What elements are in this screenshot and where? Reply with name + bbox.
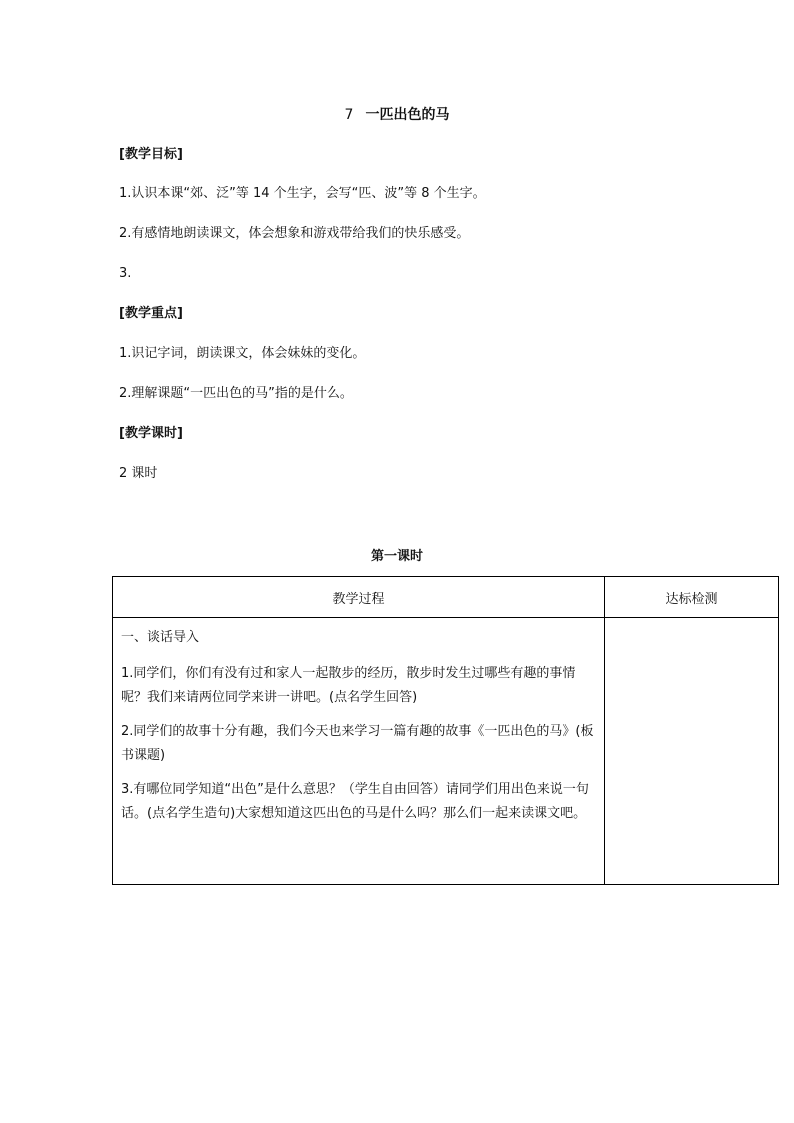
key-points-heading: [教学重点] [119, 306, 183, 321]
periods-heading: [教学课时] [119, 426, 183, 441]
objective-item-2: 2.有感情地朗读课文，体会想象和游戏带给我们的快乐感受。 [119, 226, 470, 241]
table-row [113, 618, 779, 885]
objectives-heading: [教学目标] [119, 147, 183, 162]
process-cell [113, 618, 605, 885]
table-header-row [113, 577, 779, 618]
process-paragraph-3: 3.有哪位同学知道“出色”是什么意思？（学生自由回答）请同学们用出色来说一句话。(点名学生造句)大家想知道这匹出色的马是什么吗？那么们一起来读课文吧。 [121, 782, 589, 821]
key-point-item-2: 2.理解课题“一匹出色的马”指的是什么。 [119, 386, 353, 401]
process-paragraph-1: 1.同学们，你们有没有过和家人一起散步的经历，散步时发生过哪些有趣的事情呢？我们来请两位同学来讲一讲吧。(点名学生回答) [121, 666, 576, 705]
objective-item-1: 1.认识本课“郊、泛”等 14 个生字，会写“匹、波”等 8 个生字。 [119, 186, 486, 201]
key-point-item-1: 1.识记字词，朗读课文，体会妹妹的变化。 [119, 346, 366, 361]
section-heading: 一、谈话导入 [121, 630, 200, 645]
document-title [0, 104, 794, 124]
lesson-period-title: 第一课时 [370, 549, 423, 564]
periods-value: 2 课时 [119, 466, 158, 481]
process-paragraph-2: 2.同学们的故事十分有趣，我们今天也来学习一篇有趣的故事《一匹出色的马》(板书课题) [121, 724, 594, 763]
lesson-number: 7 [344, 107, 354, 123]
column-header-check: 达标检测 [605, 577, 779, 618]
column-header-process: 教学过程 [113, 577, 605, 618]
lesson-name: 一匹出色的马 [365, 107, 450, 123]
objective-item-3: 3. [119, 266, 132, 281]
lesson-process-table [112, 576, 779, 885]
check-cell [605, 618, 779, 885]
